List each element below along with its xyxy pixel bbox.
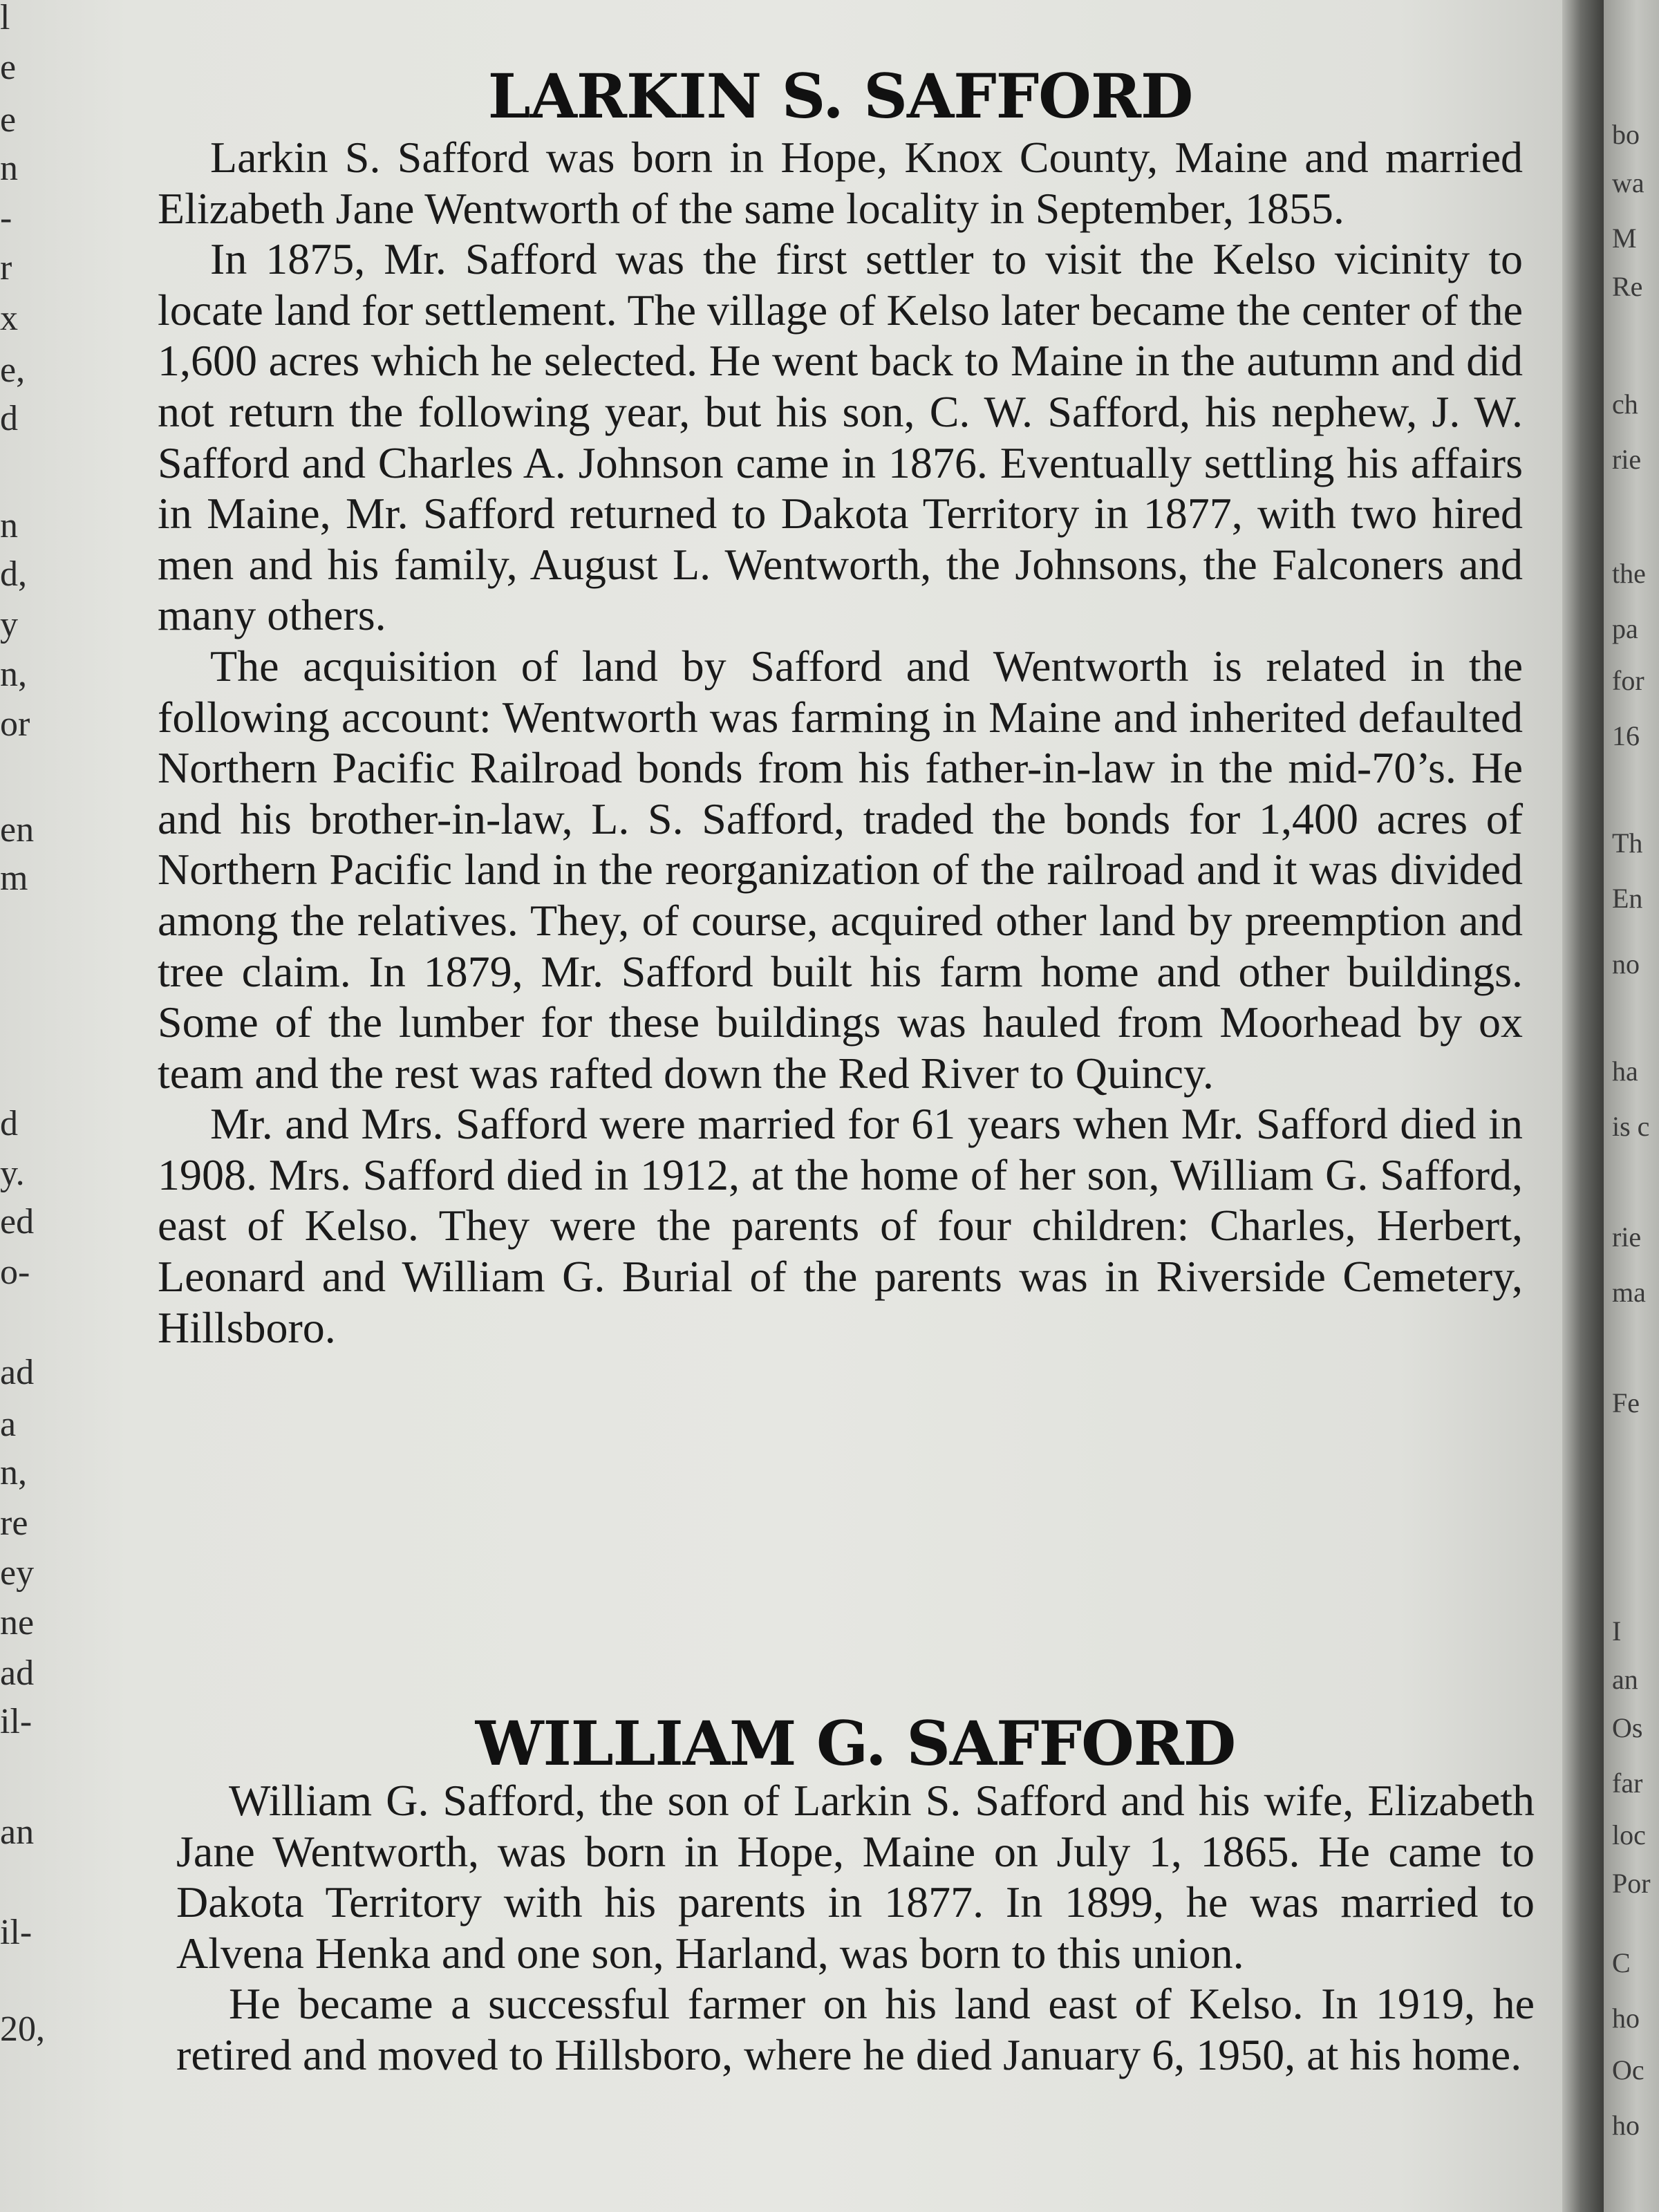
left-fragment: l (0, 0, 10, 37)
right-fragment: C (1612, 1947, 1631, 1978)
article-paragraph: The acquisition of land by Safford and Wentworth is related in the following account: Wentworth was farming in Maine and inherited defaulted Northern Pacific Railroad bonds from his father-in-law in the mid-70’s. He and his brother-in-law, L. S. Safford, traded the bonds for 1,400 acres of Northern Pacific land in the reorganization of the railroad and it was divided among the relatives. They, of course, acquired other land by preemption and tree claim. In 1879, Mr. Safford built his farm home and other buildings. Some of the lumber for these buildings was hauled from Moorhead by ox team and the rest was rafted down the Red River to Quincy. (158, 641, 1523, 1098)
left-fragment: r (0, 248, 12, 288)
left-fragment: o- (0, 1253, 30, 1292)
right-fragment: ma (1612, 1277, 1646, 1308)
right-fragment: Fe (1612, 1387, 1640, 1418)
left-fragment: x (0, 299, 18, 338)
right-fragment: loc (1612, 1819, 1646, 1850)
right-fragment: Os (1612, 1712, 1643, 1743)
left-fragment: en (0, 810, 35, 850)
right-fragment: rie (1612, 1221, 1642, 1253)
right-fragment: Por (1612, 1868, 1651, 1899)
right-fragment: Re (1612, 271, 1643, 302)
left-fragment: ad (0, 1653, 35, 1693)
right-fragment: En (1612, 883, 1643, 914)
article-paragraph: In 1875, Mr. Safford was the first settler to visit the Kelso vicinity to locate land for settlement. The village of Kelso later became the center of the 1,600 acres which he selected. He went back to Maine in the autumn and did not return the following year, but his son, C. W. Safford, his nephew, J. W. Safford and Charles A. Johnson came in 1876. Eventually settling his affairs in Maine, Mr. Safford returned to Dakota Territory in 1877, with two hired men and his family, August L. Wentworth, the Johnsons, the Falconers and many others. (158, 234, 1523, 640)
right-fragment: far (1612, 1768, 1643, 1799)
right-fragment: Oc (1612, 2054, 1644, 2086)
right-fragment: an (1612, 1664, 1638, 1695)
left-fragment: ne (0, 1603, 35, 1642)
right-fragment: Th (1612, 827, 1643, 859)
left-fragment: ey (0, 1553, 35, 1593)
article-william-safford (176, 1707, 1535, 2081)
right-fragment: no (1612, 948, 1640, 980)
left-fragment: il- (0, 1913, 32, 1952)
right-fragment: wa (1612, 167, 1644, 198)
article-heading: WILLIAM G. SAFFORD (475, 1707, 1236, 1779)
left-fragment: n, (0, 655, 27, 694)
left-fragment: n (0, 506, 18, 545)
left-fragment: n, (0, 1453, 27, 1492)
right-fragment: M (1612, 223, 1637, 254)
left-fragment: - (0, 198, 12, 238)
left-fragment: y (0, 605, 18, 644)
right-fragment: rie (1612, 444, 1642, 475)
left-fragment: m (0, 859, 28, 898)
right-fragment: for (1612, 665, 1644, 696)
right-fragment: the (1612, 558, 1646, 589)
left-fragment: d (0, 399, 18, 438)
right-fragment: I (1612, 1615, 1622, 1647)
left-fragment: e, (0, 350, 26, 390)
left-fragment: a (0, 1405, 17, 1444)
right-fragment: ha (1612, 1056, 1638, 1087)
left-fragment: re (0, 1503, 28, 1543)
left-fragment: ed (0, 1202, 35, 1241)
article-larkin-safford (158, 60, 1523, 1353)
right-fragment: is c (1612, 1111, 1650, 1142)
left-fragment: 20, (0, 2009, 45, 2049)
article-paragraph: He became a successful farmer on his land east of Kelso. In 1919, he retired and moved to Hillsboro, where he died January 6, 1950, at his home. (176, 1979, 1535, 2079)
left-fragment: e (0, 100, 17, 140)
left-fragment: or (0, 704, 30, 744)
left-fragment: d (0, 1104, 18, 1143)
right-fragment: ch (1612, 388, 1638, 420)
left-fragment: ad (0, 1353, 35, 1392)
right-fragment: pa (1612, 613, 1638, 644)
book-gutter (1562, 0, 1604, 2212)
article-paragraph: Larkin S. Safford was born in Hope, Knox County, Maine and married Elizabeth Jane Wentworth of the same locality in September, 1855. (158, 133, 1523, 233)
left-fragment: an (0, 1812, 35, 1852)
article-paragraph: Mr. and Mrs. Safford were married for 61 years when Mr. Safford died in 1908. Mrs. Safford died in 1912, at the home of her son, William G. Safford, east of Kelso. They were the parents of four children: Charles, Herbert, Leonard and William G. Burial of the parents was in Riverside Cemetery, Hillsboro. (158, 1099, 1523, 1352)
left-fragment: n (0, 149, 18, 188)
left-fragment: e (0, 48, 17, 87)
left-fragment: d, (0, 554, 27, 594)
article-paragraph: William G. Safford, the son of Larkin S. Safford and his wife, Elizabeth Jane Wentworth, was born in Hope, Maine on July 1, 1865. He came to Dakota Territory with his parents in 1877. In 1899, he was married to Alvena Henka and one son, Harland, was born to this union. (176, 1776, 1535, 1978)
right-fragment: ho (1612, 2110, 1640, 2141)
left-fragment: y. (0, 1154, 25, 1193)
left-fragment: il- (0, 1702, 32, 1741)
right-fragment: ho (1612, 2003, 1640, 2034)
right-fragment: 16 (1612, 720, 1640, 751)
right-fragment: bo (1612, 119, 1640, 150)
article-heading: LARKIN S. SAFFORD (487, 60, 1193, 132)
